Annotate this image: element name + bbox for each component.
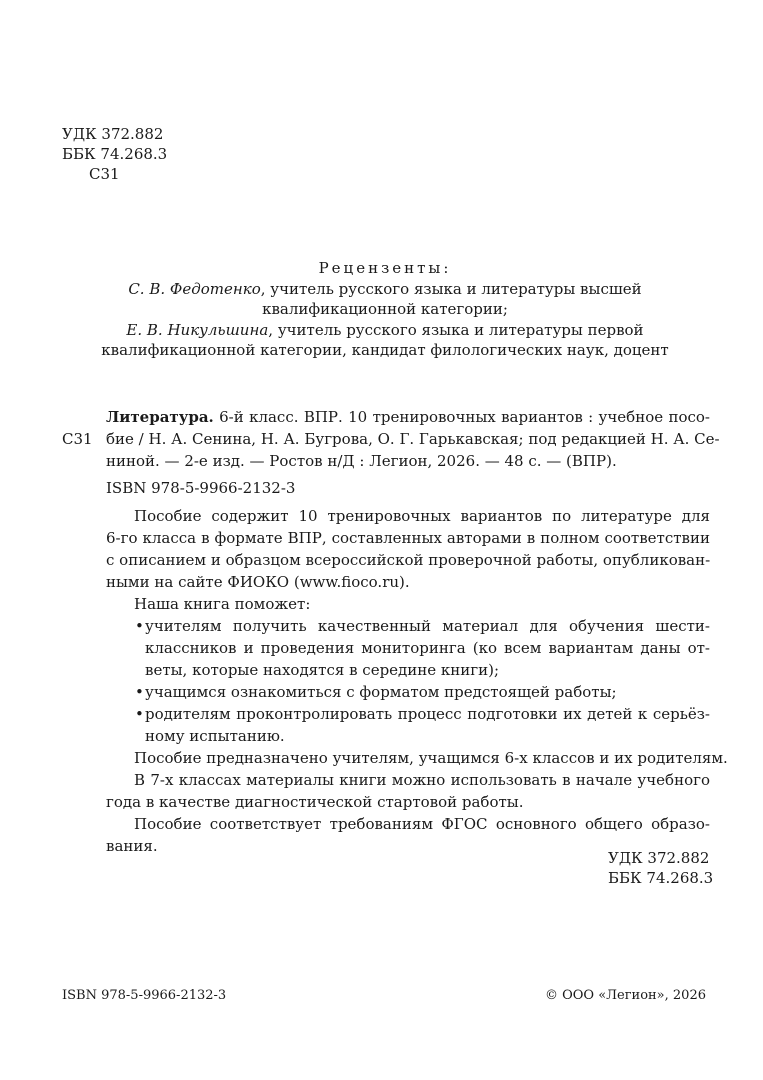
classification-block-bottom (608, 848, 713, 888)
annotation-line: 6-го класса в формате ВПР, составленных авторами в полном соответствии (106, 529, 710, 547)
footer-copyright: © ООО «Легион», 2026 (544, 988, 706, 1003)
reviewers-heading: Рецензенты: (318, 259, 452, 277)
bbk-code: ББК 74.268.3 (62, 145, 168, 163)
bullet-icon: • (135, 683, 144, 701)
list-item-continuation: ному испытанию. (145, 727, 285, 745)
annotation-line: Пособие предназначено учителям, учащимся 6-х классов и их родителям. (134, 749, 728, 767)
reviewer-2-line-1 (90, 320, 680, 341)
list-item-continuation: классников и проведения мониторинга (ко всем вариантам даны от- (145, 639, 710, 657)
udk-code: УДК 372.882 (62, 125, 164, 143)
bibliographic-record (106, 406, 720, 472)
annotation (106, 505, 728, 857)
isbn: ISBN 978-5-9966-2132-3 (106, 479, 296, 497)
annotation-line: В 7-х классах материалы книги можно использовать в начале учебного (134, 771, 710, 789)
reviewer-1-line-2: квалификационной категории; (262, 300, 508, 318)
reviewer-1-name: С. В. Федотенко (128, 279, 261, 298)
annotation-line: ными на сайте ФИОКО (www.fioco.ru). (106, 573, 410, 591)
book-title: Литература. (106, 408, 214, 426)
reviewers-block (90, 258, 680, 361)
footer-isbn: ISBN 978-5-9966-2132-3 (62, 988, 227, 1003)
author-mark: С31 (89, 165, 120, 183)
annotation-line: Пособие содержит 10 тренировочных вариантов по литературе для (134, 507, 710, 525)
annotation-line: Пособие соответствует требованиям ФГОС основного общего образо- (134, 815, 710, 833)
annotation-line: Наша книга поможет: (134, 595, 311, 613)
annotation-line: вания. (106, 837, 158, 855)
bib-line-1-text: 6-й класс. ВПР. 10 тренировочных вариантов : учебное посо- (213, 408, 710, 426)
bib-author-mark: С31 (62, 430, 93, 448)
list-item-text: учителям получить качественный материал для обучения шести- (145, 617, 710, 635)
reviewer-1-position: , учитель русского языка и литературы высшей (260, 279, 642, 298)
bib-line-2: бие / Н. А. Сенина, Н. А. Бугрова, О. Г. Гарькавская; под редакцией Н. А. Се- (106, 430, 720, 448)
list-item-text: родителям проконтролировать процесс подготовки их детей к серьёз- (145, 705, 710, 723)
list-item (106, 615, 710, 637)
bullet-icon: • (135, 705, 144, 723)
annotation-line: года в качестве диагностической стартовой работы. (106, 793, 524, 811)
reviewer-2-name: Е. В. Никульшина (126, 320, 269, 339)
list-item (106, 681, 710, 703)
bullet-icon: • (135, 617, 144, 635)
bib-line-3: ниной. — 2-е изд. — Ростов н/Д : Легион, 2026. — 48 с. — (ВПР). (106, 452, 617, 470)
list-item-text: учащимся ознакомиться с форматом предстоящей работы; (145, 683, 617, 701)
bbk-code: ББК 74.268.3 (608, 869, 714, 887)
reviewer-2-position: , учитель русского языка и литературы первой (268, 320, 644, 339)
reviewer-2-line-2: квалификационной категории, кандидат филологических наук, доцент (101, 341, 669, 359)
classification-block-top (62, 124, 167, 184)
bib-line-1 (106, 406, 710, 428)
udk-code: УДК 372.882 (608, 849, 710, 867)
list-item (106, 703, 710, 725)
annotation-line: с описанием и образцом всероссийской проверочной работы, опубликован- (106, 551, 711, 569)
reviewer-1-line-1 (90, 279, 680, 300)
list-item-continuation: веты, которые находятся в середине книги); (145, 661, 500, 679)
